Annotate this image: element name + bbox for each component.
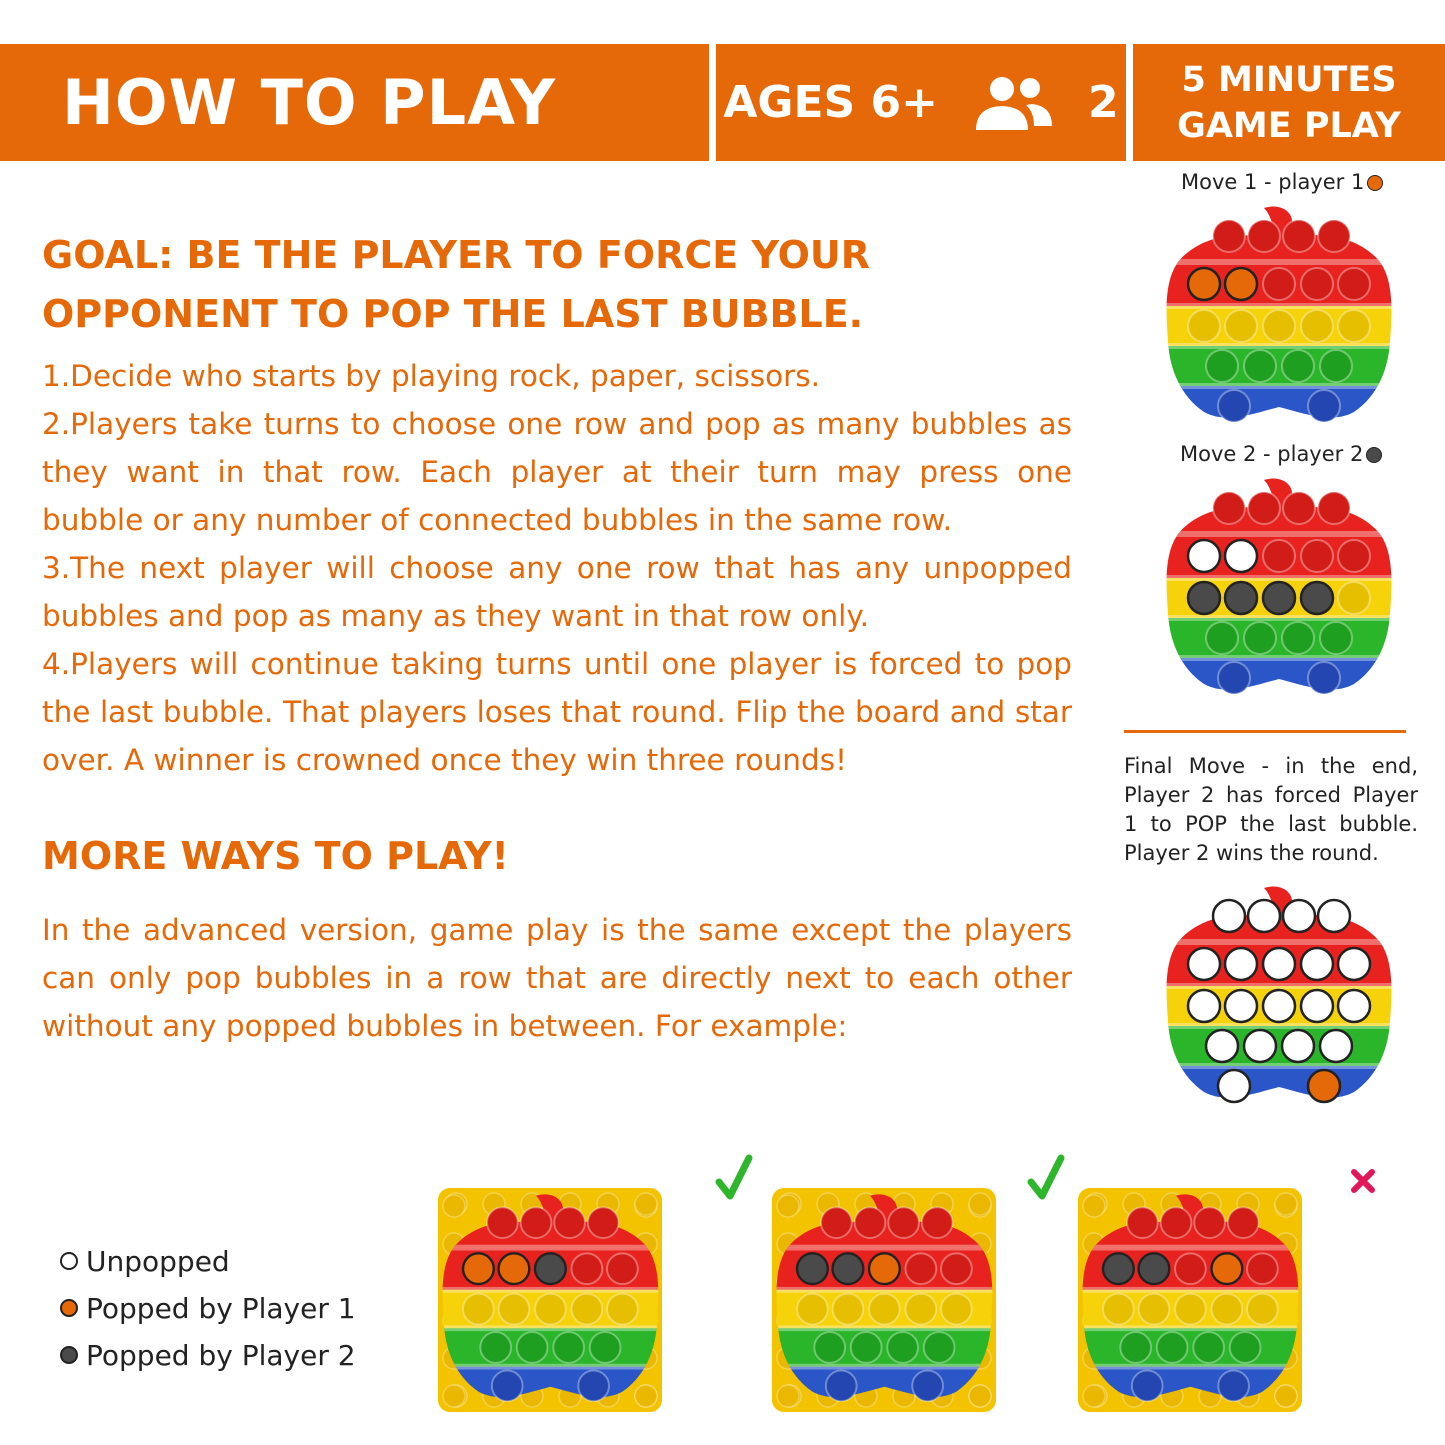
move-1-label: Move 1 - player 1	[1181, 170, 1365, 194]
divider	[1124, 730, 1406, 733]
legend-item-unpopped: Unpopped	[60, 1238, 356, 1285]
rule-item: 2.Players take turns to choose one row and pop as many bubbles as they want in that row. Each player at their turn may press one bubble or any number of connected bubbles in the same row.	[42, 407, 1072, 537]
example-board-3	[1076, 1186, 1304, 1418]
apple-board-move-1	[1164, 202, 1394, 431]
header-title-panel	[0, 44, 709, 161]
advanced-version-text: In the advanced version, game play is the same except the players can only pop bubbles in a row that are directly next to each other without any popped bubbles in between. For example:	[42, 913, 1072, 1043]
player-count: 2	[1088, 77, 1119, 128]
move-2-caption	[1180, 442, 1382, 466]
rule-item: 1.Decide who starts by playing rock, paper, scissors.	[42, 359, 820, 393]
page-title: HOW TO PLAY	[62, 66, 557, 139]
ages-label: AGES 6+	[723, 77, 939, 128]
goal-heading	[42, 226, 872, 344]
header-ages-panel	[716, 44, 1126, 161]
legend-item-player-2: Popped by Player 2	[60, 1332, 356, 1379]
people-icon	[972, 74, 1054, 132]
player-2-dot-icon	[60, 1346, 78, 1364]
more-ways-heading: MORE WAYS TO PLAY!	[42, 834, 509, 878]
move-2-label: Move 2 - player 2	[1180, 442, 1364, 466]
rule-item: 4.Players will continue taking turns until one player is forced to pop the last bubble. That players loses that round. Flip the board and star over. A winner is crowned once they win three rounds!	[42, 647, 1072, 777]
legend	[60, 1238, 356, 1379]
apple-board-final-move	[1164, 882, 1394, 1111]
duration-line-1: 5 MINUTES	[1181, 59, 1397, 100]
move-1-caption	[1181, 170, 1383, 194]
legend-item-player-1: Popped by Player 1	[60, 1285, 356, 1332]
apple-board-move-2	[1164, 474, 1394, 703]
unpopped-dot-icon	[60, 1252, 78, 1270]
player-2-dot-icon	[1366, 447, 1382, 463]
example-board-1	[436, 1186, 664, 1418]
check-icon	[1026, 1152, 1066, 1202]
rules-list	[42, 352, 1072, 784]
goal-line-1: GOAL: BE THE PLAYER TO FORCE YOUR	[42, 233, 871, 277]
player-1-dot-icon	[60, 1299, 78, 1317]
player-1-dot-icon	[1367, 175, 1383, 191]
goal-line-2: OPPONENT TO POP THE LAST BUBBLE.	[42, 292, 864, 336]
cross-icon	[1350, 1168, 1376, 1194]
rule-item: 3.The next player will choose any one row that has any unpopped bubbles and pop as many as they want in that row only.	[42, 551, 1072, 633]
duration-line-2: GAME PLAY	[1177, 105, 1401, 146]
example-board-2	[770, 1186, 998, 1418]
check-icon	[714, 1152, 754, 1202]
final-move-text: Final Move - in the end, Player 2 has forced Player 1 to POP the last bubble. Player 2 wins the round.	[1124, 754, 1418, 865]
header-duration-panel	[1133, 44, 1445, 161]
